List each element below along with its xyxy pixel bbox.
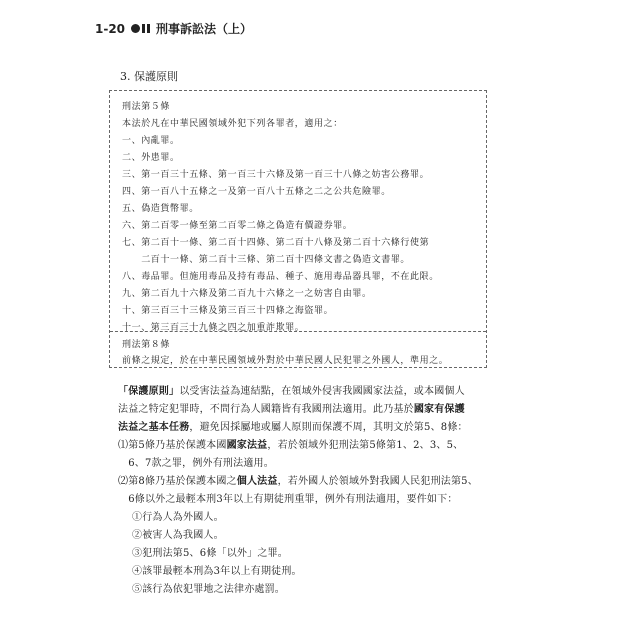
art5-item: 四、第一百八十五條之一及第一百八十五條之二之公共危險罪。 xyxy=(122,187,391,197)
requirement-item: ④該罪最輕本刑為3年以上有期徒刑。 xyxy=(132,566,302,577)
art5-item: 九、第二百九十六條及第二百九十六條之一之妨害自由罪。 xyxy=(122,289,372,299)
art5-item: 二百十一條、第二百十三條、第二百十四條文書之偽造文書罪。 xyxy=(122,255,411,265)
art5-item: 八、毒品罪。但施用毒品及持有毒品、種子、施用毒品器具罪，不在此限。 xyxy=(122,272,439,282)
list-item: ⑵第8條乃基於保護本國之個人法益，若外國人於領域外對我國人民犯刑法第5、 xyxy=(118,476,478,487)
statute-box xyxy=(109,90,487,368)
art5-item: 二、外患罪。 xyxy=(122,153,180,163)
page-number: 1-20 xyxy=(95,21,126,36)
requirement-item: ③犯刑法第5、6條「以外」之罪。 xyxy=(132,548,288,559)
paragraph-line: 法益之基本任務，避免因採屬地或屬人原則而保護不周，其明文於第5、8條： xyxy=(118,422,468,433)
art5-intro: 本法於凡在中華民國領域外犯下列各罪者，適用之： xyxy=(122,119,343,129)
paragraph-line: 「保護原則」以受害法益為連結點，在領域外侵害我國國家法益，或本國個人 xyxy=(118,386,465,397)
art5-item: 五、偽造貨幣罪。 xyxy=(122,204,199,214)
art5-item: 十、第三百三十三條及第三百三十四條之海盜罪。 xyxy=(122,306,334,316)
list-item-cont: 6、7款之罪，例外有刑法適用。 xyxy=(118,458,274,469)
art8-text: 前條之規定，於在中華民國領域外對於中華民國人民犯罪之外國人，準用之。 xyxy=(122,356,449,366)
paragraph-line: 法益之特定犯罪時，不問行為人國籍皆有我國刑法適用。此乃基於國家有保護 xyxy=(118,404,465,415)
art5-item: 十一、第三百三十九條之四之加重詐欺罪。 xyxy=(122,323,305,333)
art5-item: 六、第二百零一條至第二百零二條之偽造有價證券罪。 xyxy=(122,221,353,231)
art5-item: 七、第二百十一條、第二百十四條、第二百十八條及第二百十六條行使第 xyxy=(122,238,430,248)
section-title: 3. 保護原則 xyxy=(120,70,178,83)
art5-item: 三、第一百三十五條、第一百三十六條及第一百三十八條之妨害公務罪。 xyxy=(122,170,430,180)
book-title: 刑事訴訟法（上） xyxy=(156,22,253,36)
box-divider xyxy=(110,331,486,332)
requirement-item: ①行為人為外國人。 xyxy=(132,512,224,523)
page-header xyxy=(95,20,252,37)
list-item: ⑴第5條乃基於保護本國國家法益，若於領域外犯刑法第5條第1、2、3、5、 xyxy=(118,440,464,451)
chapter-marker-icon xyxy=(131,24,150,33)
art5-heading: 刑法第５條 xyxy=(122,102,171,112)
list-item-cont: 6條以外之最輕本刑3年以上有期徒刑重罪，例外有刑法適用，要件如下： xyxy=(118,494,458,505)
requirement-item: ②被害人為我國人。 xyxy=(132,530,224,541)
art8-heading: 刑法第８條 xyxy=(122,340,171,350)
requirement-item: ⑤該行為依犯罪地之法律亦處罰。 xyxy=(132,584,285,595)
art5-item: 一、內亂罪。 xyxy=(122,136,180,146)
